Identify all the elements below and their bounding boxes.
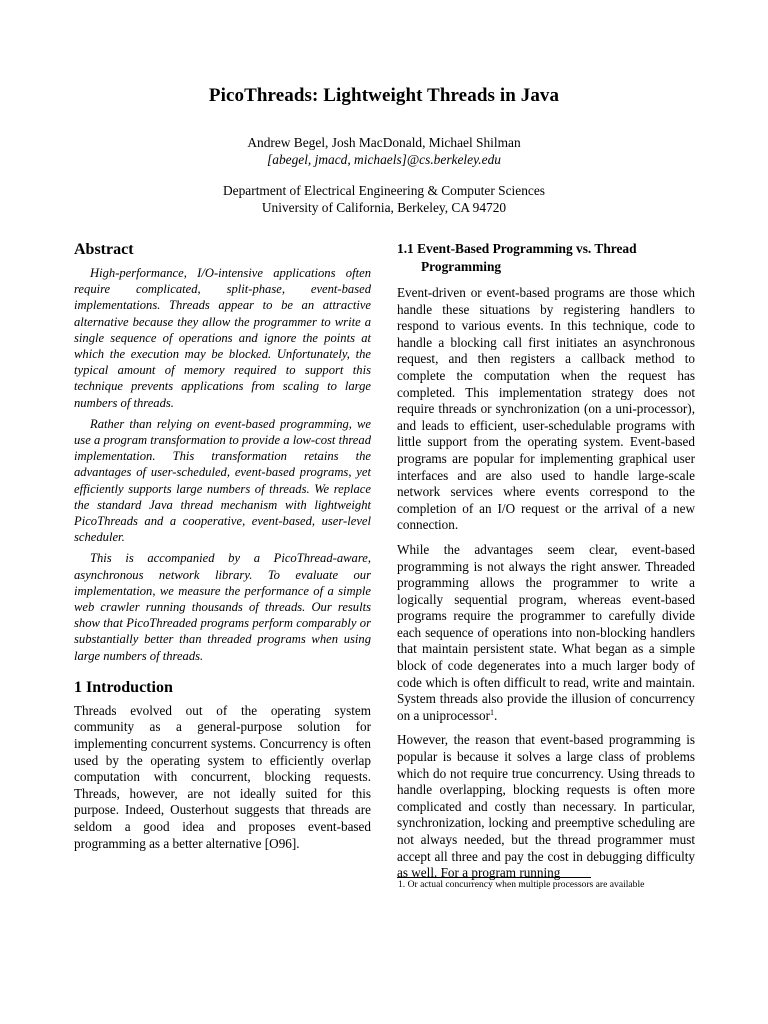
section-1-1-heading: 1.1 Event-Based Programming vs. Thread Programming	[397, 241, 637, 274]
abstract-paragraph: This is accompanied by a PicoThread-aware, asynchronous network library. To evaluate our implementation, we measure the performance of a simple web crawler running thousands of threads. Our results show that PicoThreaded programs perform comparably or substantially better than threaded programs when using large numbers of threads.	[74, 551, 371, 663]
introduction-paragraph: Threads evolved out of the operating system community as a general-purpose solution for implementing concurrent systems. Concurrency is often used by the operating system to efficiently overlap computation with concurrent, blocking requests. Threads, however, are not ideally suited for this purpose. Indeed, Ousterhout suggests that threads are seldom a good idea and proposes event-based programming as a better alternative [O96].	[74, 702, 371, 851]
right-column	[397, 240, 695, 890]
paper-title: PicoThreads: Lightweight Threads in Java	[208, 85, 560, 106]
section-paragraph	[397, 542, 695, 725]
footnote-divider	[397, 877, 591, 878]
abstract-paragraph: Rather than relying on event-based programming, we use a program transformation to provide a low-cost thread implementation. This transformation retains the advantages of user-scheduled, event-based programs, yet efficiently supports large numbers of threads. We replace the standard Java thread mechanism with lightweight PicoThreads and a cooperative, event-based, user-level scheduler.	[74, 416, 371, 545]
author-block	[0, 134, 768, 168]
affiliation-block	[0, 182, 768, 216]
author-names: Andrew Begel, Josh MacDonald, Michael Shilman	[247, 135, 521, 150]
abstract-body	[74, 265, 371, 664]
section-paragraph-end: .	[494, 707, 498, 723]
left-column	[74, 240, 371, 860]
introduction-heading: 1 Introduction	[74, 678, 173, 696]
section-1-1-body	[397, 285, 695, 882]
abstract-paragraph: High-performance, I/O-intensive applications often require complicated, split-phase, event-based implementations. Threads appear to be an attractive alternative because they allow the programmer to write a single sequence of operations and ignore the points at which the execution may be blocked. Unfortunately, the typical amount of memory required to support this technique prevents applications from scaling to large numbers of threads.	[74, 266, 371, 410]
author-emails: [abegel, jmacd, michaels]@cs.berkeley.edu	[267, 152, 501, 167]
footnote-marker: 1	[490, 707, 495, 717]
abstract-heading: Abstract	[74, 241, 134, 258]
section-paragraph-text: While the advantages seem clear, event-based programming is not always the right answer. Threaded programming allows the programmer to write a logically sequential program, whereas event-based programs require the programmer to carefully divide each sequence of operations into non-blocking handlers that maintain persistent state. What began as a simple block of code degenerates into a much larger body of code which is often difficult to read, write and maintain. System threads also provide the illusion of concurrency on a uniprocessor	[397, 541, 695, 723]
affiliation-department: Department of Electrical Engineering & Computer Sciences	[222, 183, 545, 198]
section-paragraph: Event-driven or event-based programs are those which handle these situations by registering handlers to respond to various events. In this technique, code to handle a blocking call first initiates an asynchronous request, and then registers a callback method to complete the computation when the request has completed. This implementation strategy does not require threads or synchronization (on a uni-processor), and leads to efficient, user-schedulable programs with little support from the operating system. Event-based programs are popular for implementing graphical user interfaces and are also used to handle large-scale network services where events correspond to the completion of an I/O request or the arrival of a new connection.	[397, 285, 695, 533]
introduction-body	[74, 703, 371, 852]
footnote: 1. Or actual concurrency when multiple processors are available	[398, 879, 645, 890]
affiliation-university: University of California, Berkeley, CA 94720	[261, 200, 507, 215]
section-paragraph: However, the reason that event-based programming is popular is because it solves a large class of problems which do not require true concurrency. Using threads to handle overlapping, blocking requests is often more complicated and costly than necessary. In particular, synchronization, locking and preemptive scheduling are not always needed, but the thread programmer must accept all three and pay the cost in debugging difficulty as well. For a program running	[397, 732, 695, 881]
